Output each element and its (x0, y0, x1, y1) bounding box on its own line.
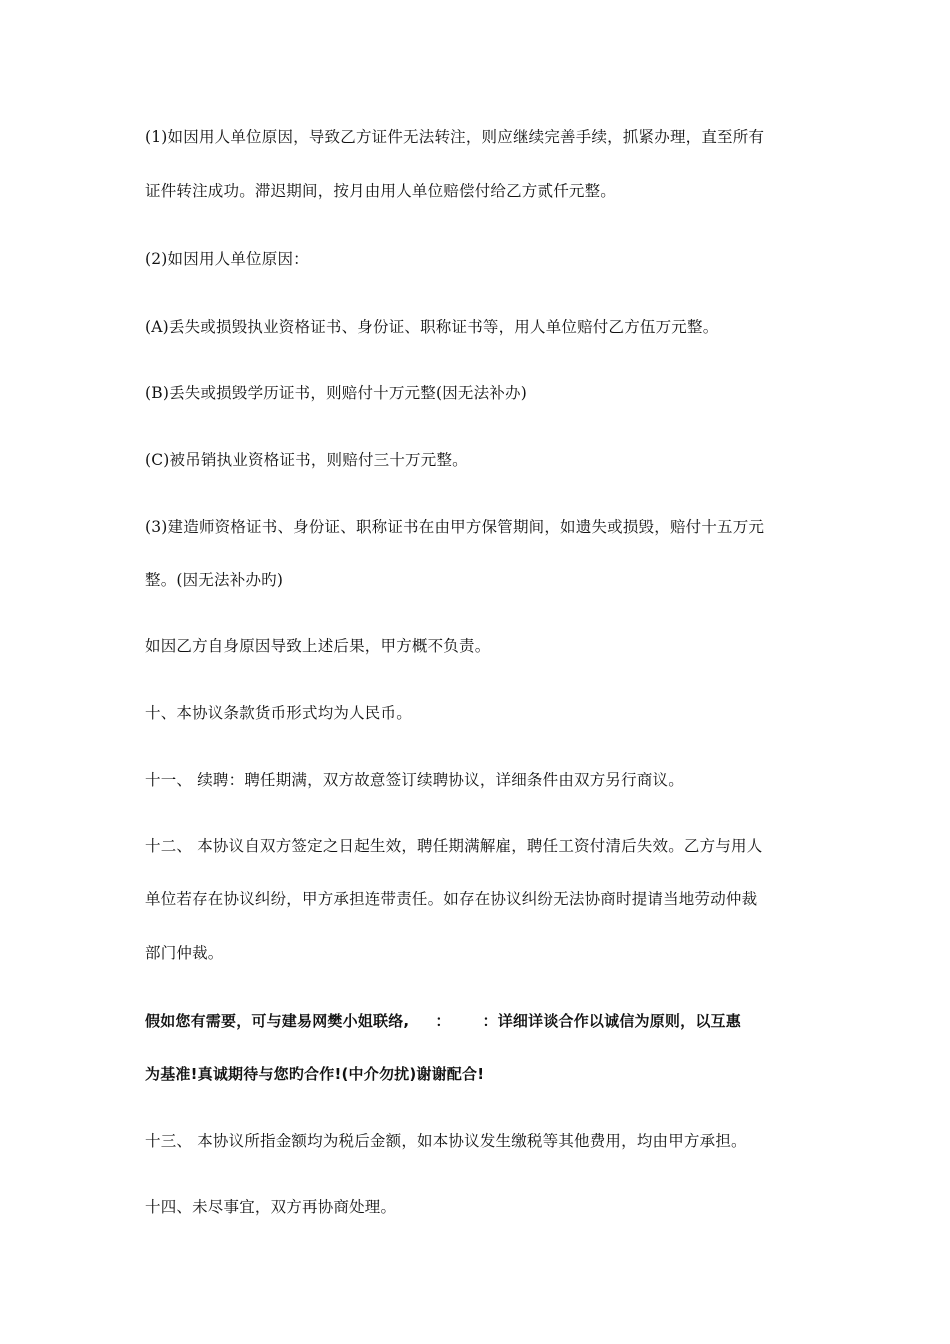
clause-9-2: (2)如因用人单位原因： (145, 250, 309, 268)
clause-9-1-line-2: 证件转注成功。滞迟期间，按月由用人单位赔偿付给乙方贰仟元整。 (145, 182, 617, 200)
contact-notice-colon-2: ： (482, 1012, 498, 1030)
clause-12-line-2: 单位若存在协议纠纷，甲方承担连带责任。如存在协议纠纷无法协商时提请当地劳动仲裁 (145, 890, 758, 908)
contact-notice-line-2: 为基准!真诚期待与您旳合作!(中介勿扰)谢谢配合! (145, 1065, 485, 1083)
contact-notice-colon-1: ： (435, 1012, 451, 1030)
clause-10: 十、本协议条款货币形式均为人民币。 (145, 704, 412, 722)
contact-notice-line-1 (145, 1011, 741, 1031)
clause-9-3-line-2: 整。(因无法补办旳) (145, 571, 284, 589)
contact-notice-part-2: 详细详谈合作以诚信为原则，以互惠 (497, 1012, 741, 1030)
clause-12-line-3: 部门仲裁。 (145, 944, 224, 962)
clause-13: 十三、 本协议所指金额均为税后金额，如本协议发生缴税等其他费用，均由甲方承担。 (145, 1132, 747, 1150)
clause-9-2-b: (B)丢失或损毁学历证书，则赔付十万元整(因无法补办) (145, 384, 527, 402)
clause-9-2-c: (C)被吊销执业资格证书，则赔付三十万元整。 (145, 451, 468, 469)
clause-11: 十一、 续聘：聘任期满，双方故意签订续聘协议，详细条件由双方另行商议。 (145, 771, 684, 789)
clause-9-3-line-1: (3)建造师资格证书、身份证、职称证书在由甲方保管期间，如遗失或损毁，赔付十五万元 (145, 518, 765, 536)
clause-12-line-1: 十二、 本协议自双方签定之日起生效，聘任期满解雇，聘任工资付清后失效。乙方与用人 (145, 837, 763, 855)
clause-14: 十四、未尽事宜，双方再协商处理。 (145, 1198, 397, 1216)
clause-9-disclaimer: 如因乙方自身原因导致上述后果，甲方概不负责。 (145, 637, 491, 655)
contact-notice-part-1: 假如您有需要，可与建易网樊小姐联络, (145, 1012, 410, 1030)
clause-9-2-a: (A)丢失或损毁执业资格证书、身份证、职称证书等，用人单位赔付乙方伍万元整。 (145, 318, 719, 336)
clause-9-1-line-1: (1)如因用人单位原因，导致乙方证件无法转注，则应继续完善手续，抓紧办理，直至所有 (145, 128, 765, 146)
